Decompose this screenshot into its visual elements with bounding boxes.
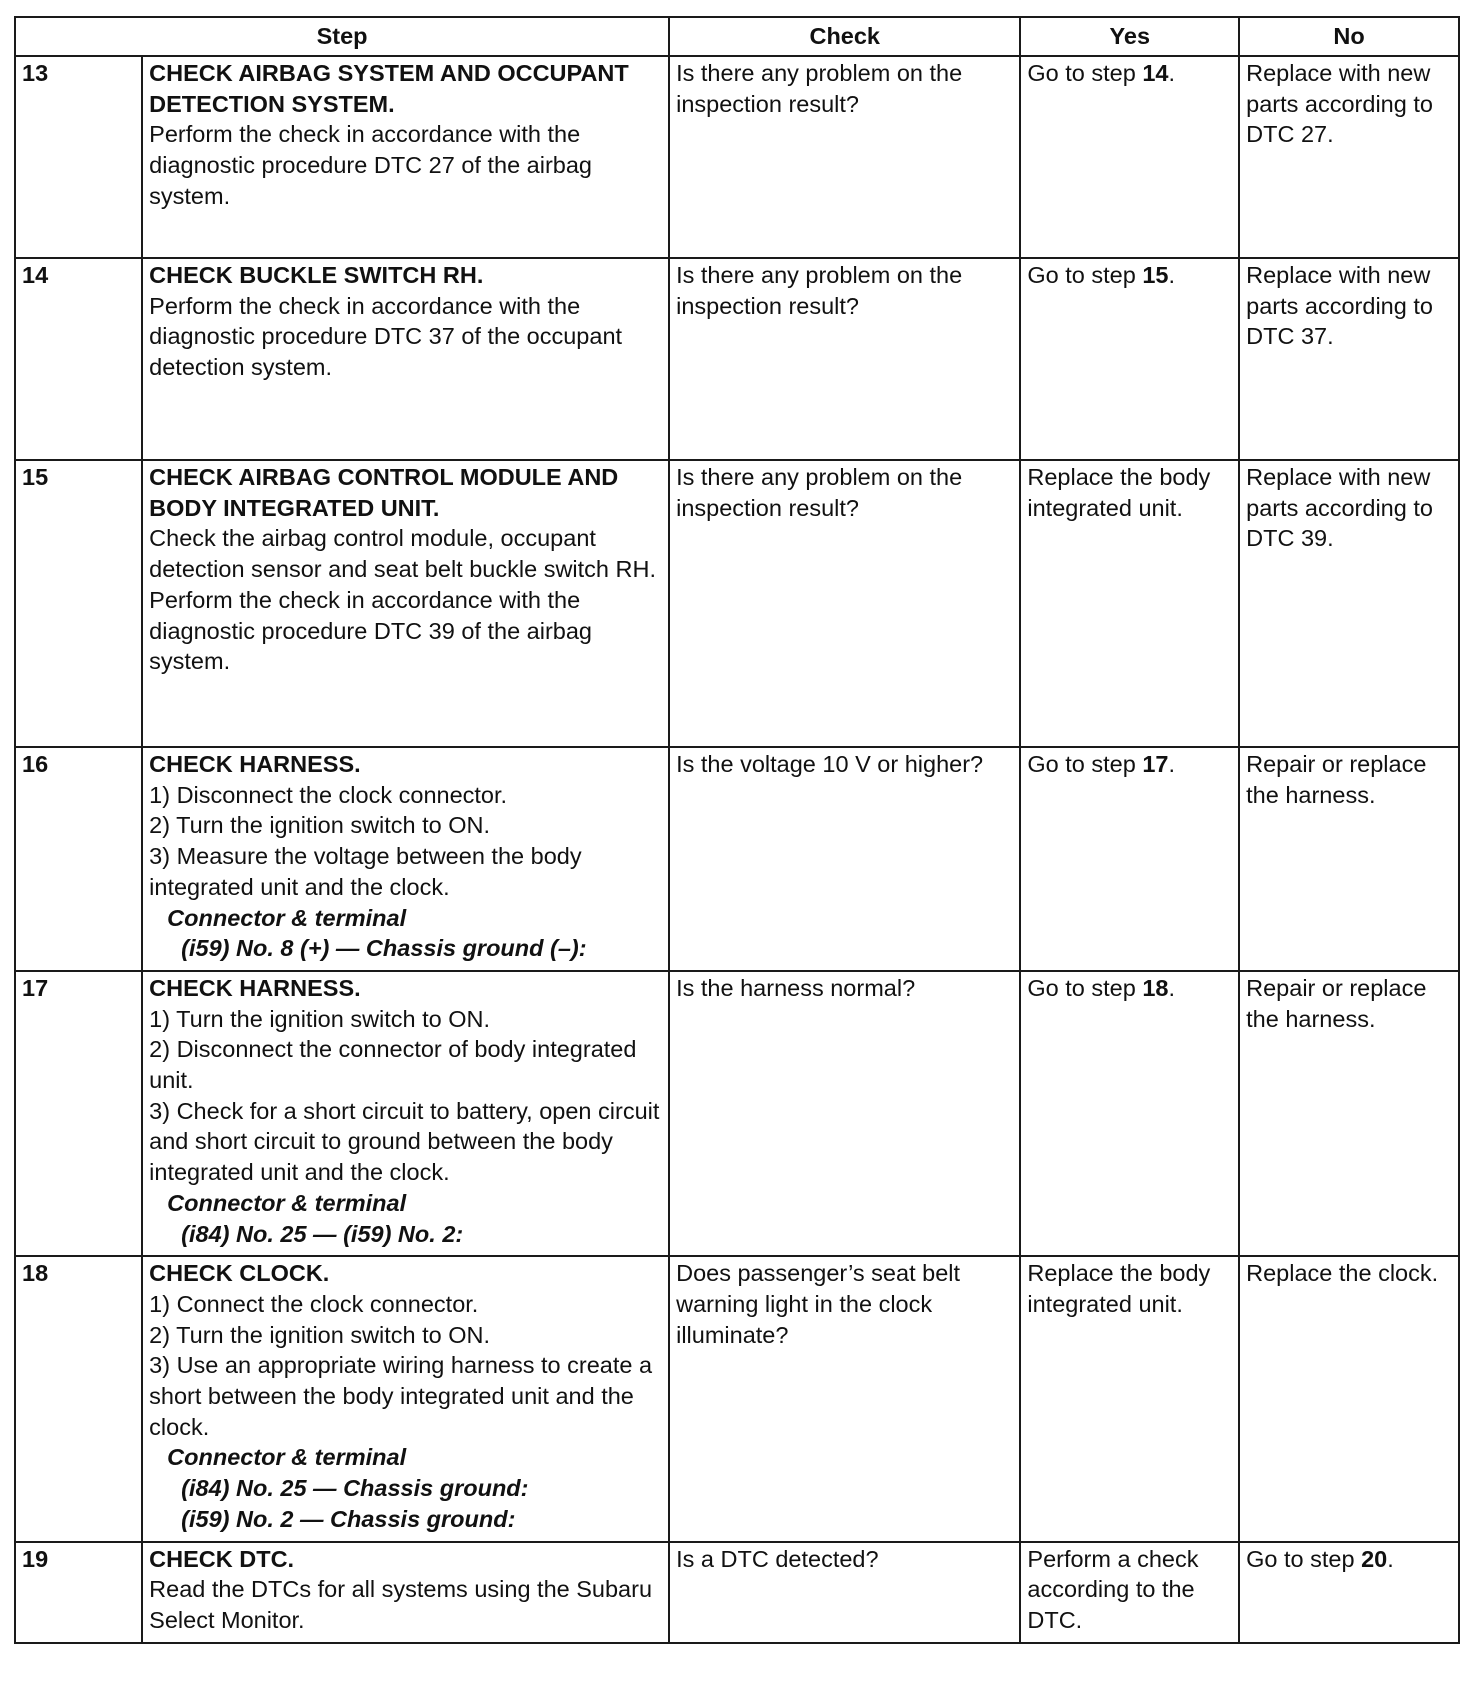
step-title: CHECK DTC.	[149, 1545, 295, 1572]
yes-action: Replace the body integrated unit.	[1020, 1256, 1239, 1541]
no-suffix: .	[1387, 1545, 1394, 1572]
step-description	[142, 460, 669, 747]
procedure-step: 2) Disconnect the connector of body integrated unit.	[149, 1036, 637, 1094]
no-action: Repair or replace the harness.	[1239, 971, 1459, 1256]
yes-suffix: .	[1168, 751, 1176, 777]
yes-action	[1020, 56, 1239, 258]
connector-terminal: (i84) No. 25 — Chassis ground:	[181, 1475, 529, 1502]
no-action: Replace with new parts according to DTC 39.	[1239, 460, 1459, 747]
check-question: Is the voltage 10 V or higher?	[669, 747, 1020, 971]
no-action: Replace with new parts according to DTC 37.	[1239, 258, 1459, 460]
step-title: CHECK CLOCK.	[149, 1260, 330, 1287]
yes-action	[1020, 258, 1239, 460]
connector-terminal: (i59) No. 2 — Chassis ground:	[181, 1505, 516, 1532]
procedure-step: 3) Measure the voltage between the body integrated unit and the clock.	[149, 843, 582, 900]
step-description	[142, 56, 669, 258]
check-question: Does passenger’s seat belt warning light in the clock illuminate?	[669, 1256, 1020, 1541]
connector-terminal: (i59) No. 8 (+) — Chassis ground (–):	[181, 935, 587, 962]
step-description	[142, 1256, 669, 1541]
yes-action	[1020, 747, 1239, 971]
procedure-step: 1) Connect the clock connector.	[149, 1290, 479, 1317]
table-row	[15, 971, 1459, 1256]
diagnostic-table-container	[14, 16, 1460, 1644]
step-text: Check the airbag control module, occupant detection sensor and seat belt buckle switch RH.	[149, 525, 656, 583]
yes-prefix: Go to step	[1027, 974, 1136, 1001]
step-number: 16	[15, 747, 142, 971]
step-description	[142, 258, 669, 460]
no-action	[1239, 1542, 1459, 1643]
table-row	[15, 1542, 1459, 1643]
yes-suffix: .	[1168, 262, 1176, 288]
step-number: 13	[15, 56, 142, 258]
table-row	[15, 258, 1459, 460]
step-description	[142, 971, 669, 1256]
step-text: Perform the check in accordance with the diagnostic procedure DTC 39 of the airbag system.	[149, 586, 592, 675]
check-question: Is the harness normal?	[669, 971, 1020, 1256]
check-question: Is there any problem on the inspection result?	[669, 460, 1020, 747]
table-row	[15, 460, 1459, 747]
no-prefix: Go to step	[1246, 1545, 1355, 1572]
table-row	[15, 747, 1459, 971]
step-number: 19	[15, 1542, 142, 1643]
table-row	[15, 1256, 1459, 1541]
no-action: Replace the clock.	[1239, 1256, 1459, 1541]
yes-action: Perform a check according to the DTC.	[1020, 1542, 1239, 1643]
header-step: Step	[15, 17, 669, 56]
yes-prefix: Go to step	[1027, 262, 1136, 288]
yes-prefix: Go to step	[1027, 60, 1136, 86]
yes-action	[1020, 971, 1239, 1256]
step-description	[142, 747, 669, 971]
no-action: Repair or replace the harness.	[1239, 747, 1459, 971]
step-text: Perform the check in accordance with the diagnostic procedure DTC 27 of the airbag system.	[149, 121, 592, 209]
step-number: 17	[15, 971, 142, 1256]
yes-action: Replace the body integrated unit.	[1020, 460, 1239, 747]
step-number: 14	[15, 258, 142, 460]
check-question: Is a DTC detected?	[669, 1542, 1020, 1643]
connector-label: Connector & terminal	[167, 904, 407, 931]
yes-suffix: .	[1168, 60, 1176, 86]
yes-step-number: 18	[1142, 974, 1169, 1001]
connector-label: Connector & terminal	[167, 1189, 407, 1216]
yes-step-number: 15	[1142, 262, 1169, 288]
procedure-step: 3) Use an appropriate wiring harness to create a short between the body integrated unit and the clock.	[149, 1352, 653, 1440]
check-question: Is there any problem on the inspection result?	[669, 56, 1020, 258]
yes-step-number: 14	[1142, 60, 1169, 86]
yes-step-number: 17	[1142, 751, 1169, 777]
step-number: 18	[15, 1256, 142, 1541]
header-yes: Yes	[1020, 17, 1239, 56]
step-title: CHECK HARNESS.	[149, 974, 361, 1001]
yes-suffix: .	[1168, 974, 1176, 1001]
table-row	[15, 56, 1459, 258]
procedure-step: 2) Turn the ignition switch to ON.	[149, 1321, 491, 1348]
step-title: CHECK HARNESS.	[149, 751, 361, 777]
yes-prefix: Go to step	[1027, 751, 1136, 777]
diagnostic-table	[14, 16, 1460, 1644]
header-no: No	[1239, 17, 1459, 56]
connector-terminal: (i84) No. 25 — (i59) No. 2:	[181, 1220, 464, 1247]
step-title: CHECK AIRBAG CONTROL MODULE AND BODY INTEGRATED UNIT.	[149, 464, 619, 521]
header-row	[15, 17, 1459, 56]
header-check: Check	[669, 17, 1020, 56]
procedure-step: 1) Disconnect the clock connector.	[149, 781, 508, 808]
step-title: CHECK BUCKLE SWITCH RH.	[149, 262, 484, 288]
step-text: Perform the check in accordance with the diagnostic procedure DTC 37 of the occupant detection system.	[149, 292, 623, 381]
check-question: Is there any problem on the inspection result?	[669, 258, 1020, 460]
step-title: CHECK AIRBAG SYSTEM AND OCCUPANT DETECTION SYSTEM.	[149, 60, 629, 117]
step-text: Read the DTCs for all systems using the Subaru Select Monitor.	[149, 1576, 653, 1633]
no-action: Replace with new parts according to DTC 27.	[1239, 56, 1459, 258]
procedure-step: 3) Check for a short circuit to battery, open circuit and short circuit to ground between the body integrated unit and the clock.	[149, 1097, 660, 1186]
procedure-step: 1) Turn the ignition switch to ON.	[149, 1005, 491, 1032]
step-description	[142, 1542, 669, 1643]
connector-label: Connector & terminal	[167, 1444, 407, 1471]
no-step-number: 20	[1361, 1545, 1388, 1572]
step-number: 15	[15, 460, 142, 747]
procedure-step: 2) Turn the ignition switch to ON.	[149, 812, 491, 839]
